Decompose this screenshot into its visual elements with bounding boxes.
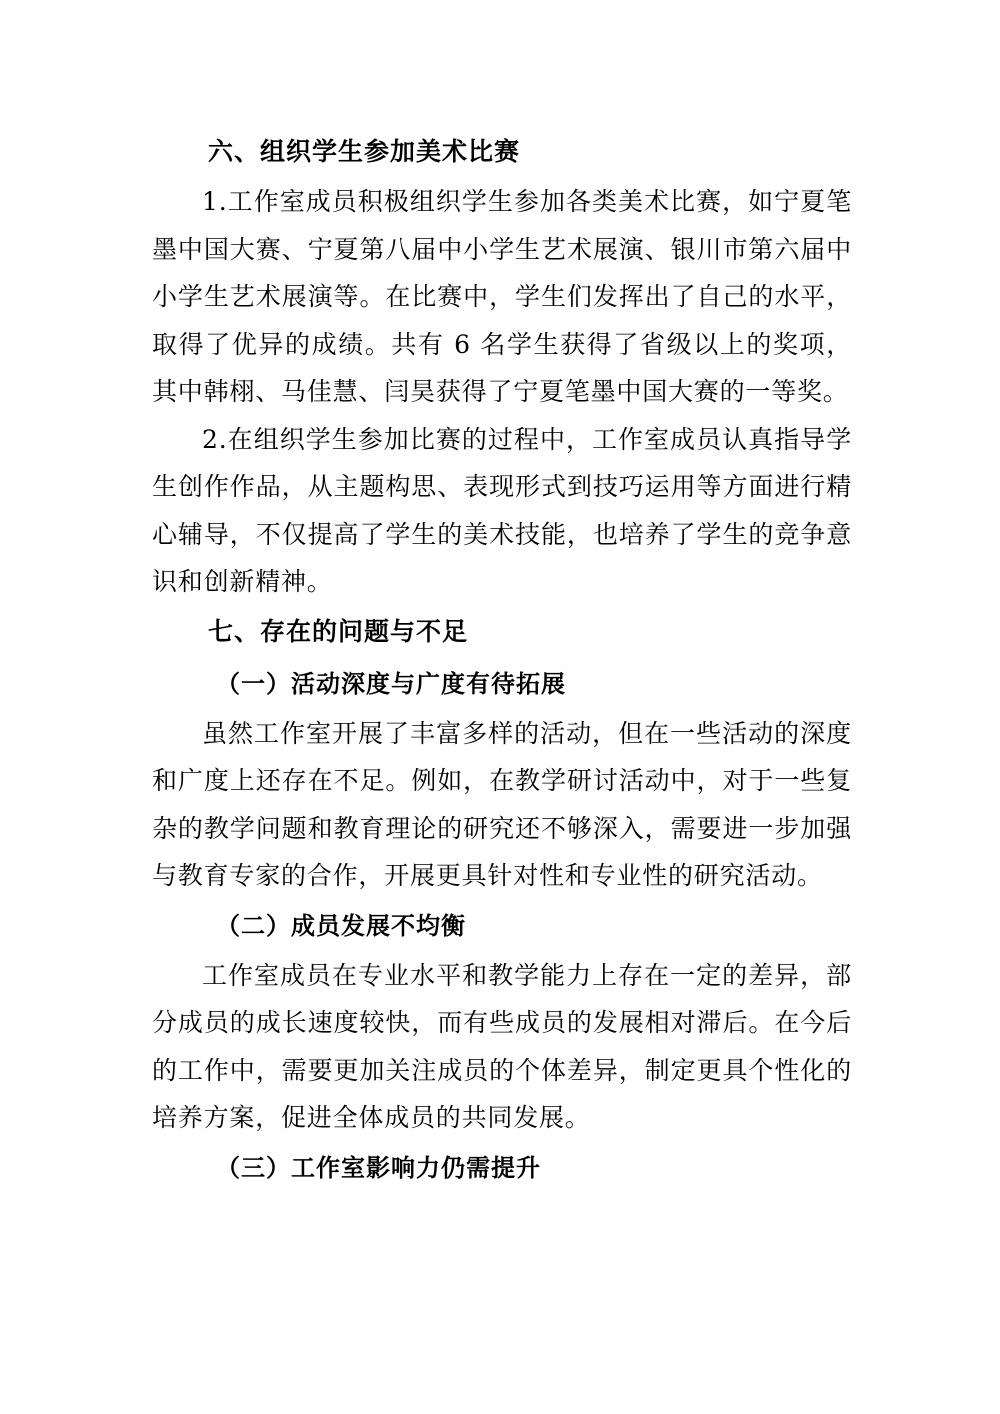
subsection-1-heading: （一）活动深度与广度有待拓展 (216, 668, 566, 698)
section-7-heading: 七、存在的问题与不足 (208, 616, 469, 646)
subsection-2-heading: （二）成员发展不均衡 (216, 910, 466, 940)
subsection-2-paragraph: 工作室成员在专业水平和教学能力上存在一定的差异，部分成员的成长速度较快，而有些成员的发展相对滞后。在今后的工作中，需要更加关注成员的个体差异，制定更具个性化的培养方案，促进全体成员的共同发展。 (152, 960, 852, 1132)
document-body (152, 126, 852, 1194)
section-6-paragraph-1: 1.工作室成员积极组织学生参加各类美术比赛，如宁夏笔墨中国大赛、宁夏第八届中小学生艺术展演、银川市第六届中小学生艺术展演等。在比赛中，学生们发挥出了自己的水平，取得了优异的成绩。共有 6 名学生获得了省级以上的奖项，其中韩栩、马佳慧、闫昊获得了宁夏笔墨中国大赛的一等奖。 (152, 187, 852, 406)
section-6-paragraph-2: 2.在组织学生参加比赛的过程中，工作室成员认真指导学生创作作品，从主题构思、表现形式到技巧运用等方面进行精心辅导，不仅提高了学生的美术技能，也培养了学生的竞争意识和创新精神。 (152, 424, 852, 596)
section-6-heading: 六、组织学生参加美术比赛 (208, 137, 521, 166)
subsection-1-paragraph: 虽然工作室开展了丰富多样的活动，但在一些活动的深度和广度上还存在不足。例如，在教学研讨活动中，对于一些复杂的教学问题和教育理论的研究还不够深入，需要进一步加强与教育专家的合作，开展更具针对性和专业性的研究活动。 (152, 718, 852, 890)
subsection-3-heading: （三）工作室影响力仍需提升 (216, 1152, 541, 1182)
